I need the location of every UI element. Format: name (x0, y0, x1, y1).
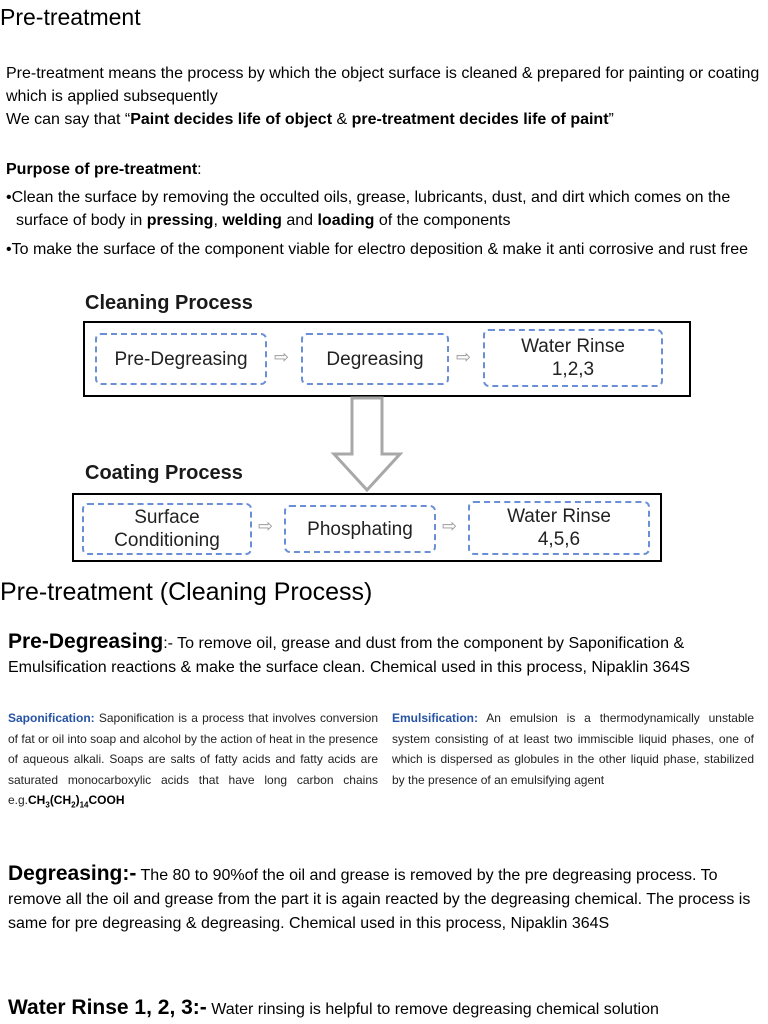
intro-paragraph (6, 62, 768, 131)
bullet1-sep1: , (213, 212, 223, 229)
arrow-right-icon: ⇨ (442, 516, 458, 536)
bullet1-sep2: and (281, 212, 318, 229)
purpose-heading-colon: : (197, 161, 202, 178)
cleaning-process-title: Cleaning Process (85, 292, 253, 314)
purpose-bullet-2: •To make the surface of the component viable for electro deposition & make it anti corrosive and rust free (6, 241, 748, 258)
intro-line-2 (6, 108, 768, 131)
bullet2-text: To make the surface of the component viable for electro deposition & make it anti corrosive and rust free (11, 241, 748, 258)
intro-amp: & (332, 111, 352, 128)
intro-bold-1: Paint decides life of object (130, 111, 333, 128)
intro-bold-2: pre-treatment decides life of paint (351, 111, 609, 128)
down-arrow-icon (330, 396, 404, 492)
bullet1-bold-loading: loading (317, 212, 375, 229)
water-rinse-label: Water Rinse 1, 2, 3:- (8, 996, 207, 1019)
step-surface-conditioning: Surface Conditioning (82, 503, 252, 555)
coating-process-title: Coating Process (85, 462, 243, 484)
step-pre-degreasing: Pre-Degreasing (95, 333, 267, 385)
predegreasing-text: :- To remove oil, grease and dust from the component by Saponification & Emulsification reactions & make the surface clean. Chemical used in this process, Nipaklin 364S (8, 635, 691, 676)
saponification-note (8, 708, 378, 816)
bullet1-tail: of the components (374, 212, 511, 229)
saponification-label: Saponification: (8, 711, 95, 725)
intro-line-1: Pre-treatment means the process by which the object surface is cleaned & prepared for painting or coating which is applied subsequently (6, 65, 760, 105)
coating-process-flow (72, 493, 662, 562)
page-title: Pre-treatment (0, 4, 141, 30)
degreasing-paragraph (8, 862, 764, 936)
predegreasing-paragraph (8, 630, 764, 680)
bullet1-text: Clean the surface by removing the occulted oils, grease, lubricants, dust, and dirt which comes on the surface of body in (11, 189, 731, 229)
step-phosphating: Phosphating (284, 505, 436, 553)
emulsification-text: An emulsion is a thermodynamically unstable system consisting of at least two immiscible liquid phases, one of which is dispersed as globules in the other liquid phase, stabilized by the presence of an emulsifying agent (392, 711, 754, 787)
step-water-rinse-456: Water Rinse 4,5,6 (468, 501, 650, 555)
arrow-right-icon: ⇨ (456, 347, 472, 367)
emulsification-note (392, 708, 754, 790)
step-degreasing: Degreasing (301, 333, 449, 385)
degreasing-text: The 80 to 90%of the oil and grease is removed by the pre degreasing process. To remove all the oil and grease from the part it is again reacted by the degreasing chemical. The process is same for pre degreasing & degreasing. Chemical used in this process, Nipaklin 364S (8, 867, 751, 932)
degreasing-label: Degreasing:- (8, 862, 137, 885)
bullet1-bold-welding: welding (222, 212, 282, 229)
water-rinse-paragraph (8, 996, 764, 1022)
intro-quote-close: ” (608, 111, 614, 128)
purpose-heading-text: Purpose of pre-treatment (6, 161, 198, 178)
predegreasing-label: Pre-Degreasing (8, 630, 164, 653)
arrow-right-icon: ⇨ (274, 347, 290, 367)
cleaning-process-flow (83, 321, 691, 397)
arrow-right-icon: ⇨ (258, 516, 274, 536)
saponification-text: Saponification is a process that involves conversion of fat or oil into soap and alcohol by the action of heat in the presence of aqueous alkali. Soaps are salts of fatty acids and fatty acids are saturated monocarboxylic acids that have long carbon chains e.g. (8, 711, 378, 807)
emulsification-label: Emulsification: (392, 711, 479, 725)
intro-quote-open: We can say that “ (6, 111, 131, 128)
bullet1-bold-pressing: pressing (146, 212, 214, 229)
water-rinse-text: Water rinsing is helpful to remove degreasing chemical solution (206, 1001, 659, 1018)
section-title-cleaning: Pre-treatment (Cleaning Process) (0, 578, 373, 606)
purpose-heading (6, 161, 202, 179)
purpose-bullet-1: •Clean the surface by removing the occulted oils, grease, lubricants, dust, and dirt which comes on the surface of body in pressing, welding and loading of the components (6, 189, 731, 229)
fatty-acid-formula: $CH_3(CH_2)_{14}COOH$ (28, 793, 125, 810)
step-water-rinse-123: Water Rinse 1,2,3 (483, 329, 663, 387)
